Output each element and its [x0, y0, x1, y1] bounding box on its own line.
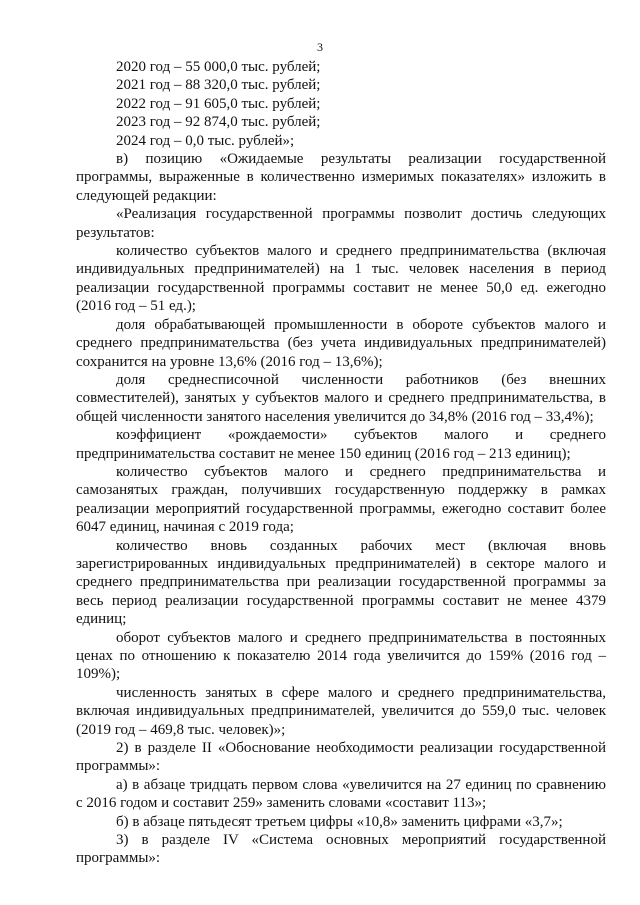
paragraph-funding-2022: 2022 год – 91 605,0 тыс. рублей;	[116, 95, 321, 112]
document-body	[76, 58, 606, 868]
paragraph-section-2-a: а) в абзаце тридцать первом слова «увеличится на 27 единиц по сравнению с 2016 годом и составит 259» заменить словами «составит 113»;	[76, 776, 606, 812]
paragraph-funding-2023: 2023 год – 92 874,0 тыс. рублей;	[116, 114, 321, 131]
paragraph-result-4: коэффициент «рождаемости» субъектов малого и среднего предпринимательства составит не менее 150 единиц (2016 год – 213 единиц);	[76, 427, 606, 462]
paragraph-section-4: 3) в разделе IV «Система основных мероприятий государственной программы»:	[76, 832, 606, 867]
paragraph-result-3: доля среднесписочной численности работников (без внешних совместителей), занятых у субъектов малого и среднего предпринимательства, в общей численности занятого населения увеличится до 34,8% (2016 год – 33,4%);	[76, 371, 606, 425]
paragraph-section-2-b: б) в абзаце пятьдесят третьем цифры «10,8» заменить цифрами «3,7»;	[116, 813, 563, 830]
paragraph-result-6: количество вновь созданных рабочих мест (включая вновь зарегистрированных индивидуальных предпринимателей) в секторе малого и среднего предпринимательства при реализации государственной программы за весь период реализации государственной программы составит не менее 4379 единиц;	[76, 537, 606, 628]
paragraph-section-2: 2) в разделе II «Обоснование необходимости реализации государственной программы»:	[76, 740, 606, 775]
paragraph-results-intro: «Реализация государственной программы позволит достичь следующих результатов:	[76, 206, 606, 241]
paragraph-funding-2020: 2020 год – 55 000,0 тыс. рублей;	[116, 59, 321, 75]
paragraph-result-7: оборот субъектов малого и среднего предпринимательства в постоянных ценах по отношению к показателю 2014 года увеличится до 159% (2016 год – 109%);	[76, 629, 606, 683]
page-number: 3	[317, 40, 323, 54]
paragraph-result-1: количество субъектов малого и среднего предпринимательства (включая индивидуальных предпринимателей) на 1 тыс. человек населения в период реализации государственной программы составит не менее 50,0 ед. ежегодно (2016 год – 51 ед.);	[76, 243, 606, 315]
paragraph-result-8: численность занятых в сфере малого и среднего предпринимательства, включая индивидуальных предпринимателей, увеличится до 559,0 тыс. человек (2019 год – 469,8 тыс. человек)»;	[76, 684, 606, 738]
paragraph-funding-2021: 2021 год – 88 320,0 тыс. рублей;	[116, 77, 321, 94]
paragraph-item-v: в) позицию «Ожидаемые результаты реализации государственной программы, выраженные в количественно измеримых показателях» изложить в следующей редакции:	[76, 151, 606, 204]
paragraph-result-2: доля обрабатывающей промышленности в обороте субъектов малого и среднего предпринимательства (без учета индивидуальных предпринимателей) сохранится на уровне 13,6% (2016 год – 13,6%);	[76, 316, 606, 370]
paragraph-result-5: количество субъектов малого и среднего предпринимательства и самозанятых граждан, получивших государственную поддержку в рамках реализации мероприятий государственной программы, ежегодно составит более 6047 единиц, начиная с 2019 года;	[76, 463, 606, 536]
paragraph-funding-2024: 2024 год – 0,0 тыс. рублей»;	[116, 132, 295, 149]
